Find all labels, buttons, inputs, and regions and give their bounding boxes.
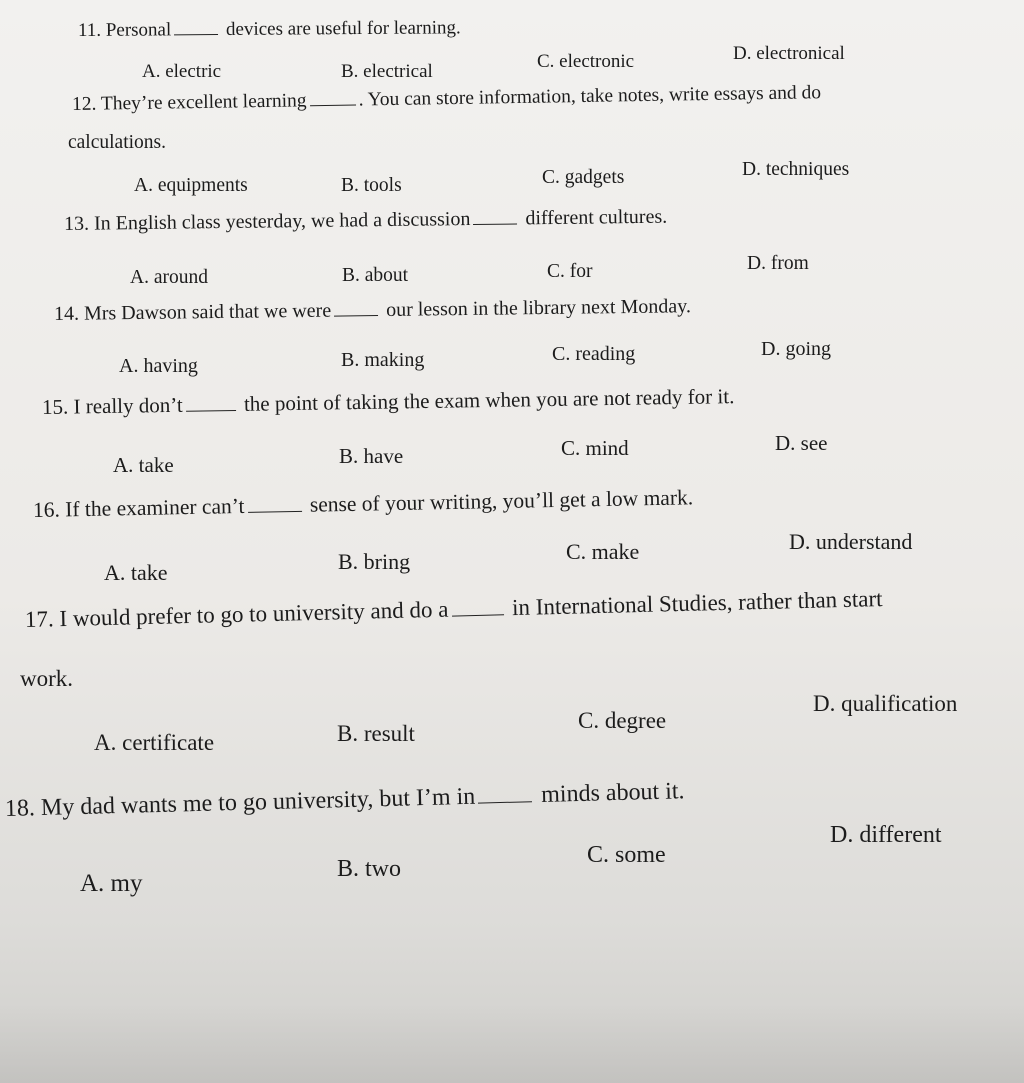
question-number: 18. [4, 795, 36, 822]
question-15-stem [42, 386, 735, 418]
stem-before: I really don’t [73, 392, 183, 419]
option-d: D. understand [789, 529, 913, 554]
option-b: B. tools [341, 175, 402, 196]
option-c: C. for [547, 261, 593, 282]
option-d: D. electronical [733, 43, 845, 64]
stem-before: My dad wants me to go university, but I’m in [40, 783, 476, 822]
option-a: A. certificate [94, 730, 215, 755]
page-shadow [0, 1003, 1024, 1083]
option-a: A. having [119, 355, 198, 377]
stem-before: They’re excellent learning [100, 90, 307, 115]
option-b: B. about [342, 265, 409, 286]
option-a: A. around [130, 267, 208, 288]
question-number: 11. [77, 19, 102, 41]
stem-after: sense of your writing, you’ll get a low mark. [309, 485, 694, 517]
option-d: D. from [747, 253, 809, 274]
option-c: C. mind [561, 436, 629, 460]
option-d: D. techniques [742, 159, 850, 180]
answer-blank [186, 410, 236, 412]
question-13-stem [64, 207, 667, 234]
stem-before: If the examiner can’t [64, 493, 245, 522]
option-a: A. my [80, 870, 143, 897]
option-a: A. electric [142, 61, 222, 82]
answer-blank [452, 614, 504, 616]
option-c: C. make [566, 539, 640, 564]
option-d: D. see [775, 431, 828, 455]
question-number: 17. [24, 606, 55, 632]
option-c: C. reading [552, 343, 636, 365]
answer-blank [310, 105, 356, 107]
question-number: 13. [63, 212, 90, 235]
answer-blank [334, 315, 378, 317]
stem-after: different cultures. [525, 205, 668, 230]
stem-before: In English class yesterday, we had a discussion [93, 208, 471, 235]
option-b: B. have [339, 444, 404, 468]
question-number: 16. [32, 497, 61, 522]
option-b: B. two [337, 856, 402, 882]
answer-blank [248, 511, 302, 513]
option-d: D. different [830, 822, 942, 848]
option-c: C. electronic [537, 51, 635, 72]
option-b: B. bring [338, 549, 411, 574]
stem-after: . You can store information, take notes, write essays and do [358, 82, 822, 111]
question-12-stem-line2: calculations. [68, 132, 167, 153]
question-18-stem [5, 779, 685, 821]
answer-blank [478, 801, 532, 803]
question-number: 14. [53, 302, 80, 325]
answer-blank [473, 223, 517, 225]
option-a: A. take [104, 560, 168, 585]
question-16-stem [33, 487, 694, 521]
question-12-stem [72, 83, 821, 114]
option-b: B. electrical [341, 61, 433, 82]
option-d: D. going [761, 338, 831, 360]
stem-after: minds about it. [540, 778, 685, 808]
stem-after: in International Studies, rather than start [511, 586, 883, 621]
option-b: B. making [341, 349, 425, 371]
option-c: C. some [587, 842, 666, 868]
question-14-stem [54, 296, 691, 324]
option-a: A. equipments [134, 175, 248, 196]
stem-before: Mrs Dawson said that we were [83, 299, 332, 325]
question-17-stem [25, 587, 883, 631]
question-number: 12. [71, 93, 97, 115]
question-number: 15. [41, 394, 69, 419]
option-b: B. result [337, 721, 415, 746]
answer-blank [174, 34, 218, 35]
stem-before: Personal [105, 19, 172, 41]
option-a: A. take [113, 453, 174, 477]
stem-after: the point of taking the exam when you are not ready for it. [243, 384, 735, 416]
question-11-stem [78, 18, 461, 40]
option-c: C. gadgets [542, 167, 625, 188]
option-d: D. qualification [813, 691, 958, 716]
stem-after: our lesson in the library next Monday. [386, 295, 692, 321]
question-17-stem-line2: work. [20, 666, 74, 691]
stem-after: devices are useful for learning. [225, 17, 461, 40]
option-c: C. degree [578, 708, 667, 733]
stem-before: I would prefer to go to university and do a [59, 596, 449, 632]
